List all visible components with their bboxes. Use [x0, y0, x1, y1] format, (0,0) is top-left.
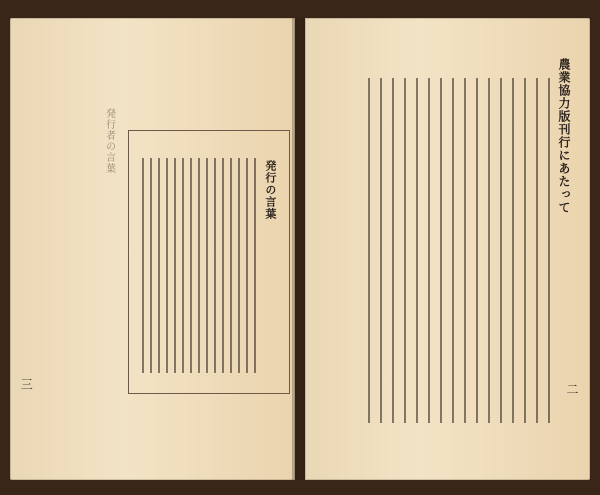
right-body-line [512, 78, 514, 423]
right-body-line [488, 78, 490, 423]
right-body-line [476, 78, 478, 423]
left-body-line [150, 158, 152, 373]
right-body-line [536, 78, 538, 423]
left-page-number: 三 [19, 378, 34, 391]
right-body-line [524, 78, 526, 423]
left-body-line [222, 158, 224, 373]
left-body-line [238, 158, 240, 373]
right-body-line [416, 78, 418, 423]
right-body-line [368, 78, 370, 423]
left-body-line [190, 158, 192, 373]
right-page-number: 二 [565, 383, 579, 396]
right-body-line [452, 78, 454, 423]
right-heading: 農業協力版刊行にあたって [557, 58, 571, 214]
left-body-line [166, 158, 168, 373]
inset-title: 発行の言葉 [263, 160, 277, 220]
left-body-line [158, 158, 160, 373]
right-body-line [500, 78, 502, 423]
left-body-line [182, 158, 184, 373]
left-page [10, 18, 295, 480]
right-body-line [548, 78, 550, 423]
left-running-title: 発行者の言葉 [103, 108, 115, 174]
left-body-line [214, 158, 216, 373]
right-page [305, 18, 590, 480]
left-body-line [254, 158, 256, 373]
left-body-line [174, 158, 176, 373]
left-body-line [230, 158, 232, 373]
left-body-line [198, 158, 200, 373]
right-body-line [464, 78, 466, 423]
left-body-line [206, 158, 208, 373]
right-body-line [392, 78, 394, 423]
right-body-line [440, 78, 442, 423]
left-body-line [142, 158, 144, 373]
right-body-line [428, 78, 430, 423]
right-body-line [404, 78, 406, 423]
right-running-head [331, 73, 345, 85]
right-body-line [380, 78, 382, 423]
left-body-line [246, 158, 248, 373]
